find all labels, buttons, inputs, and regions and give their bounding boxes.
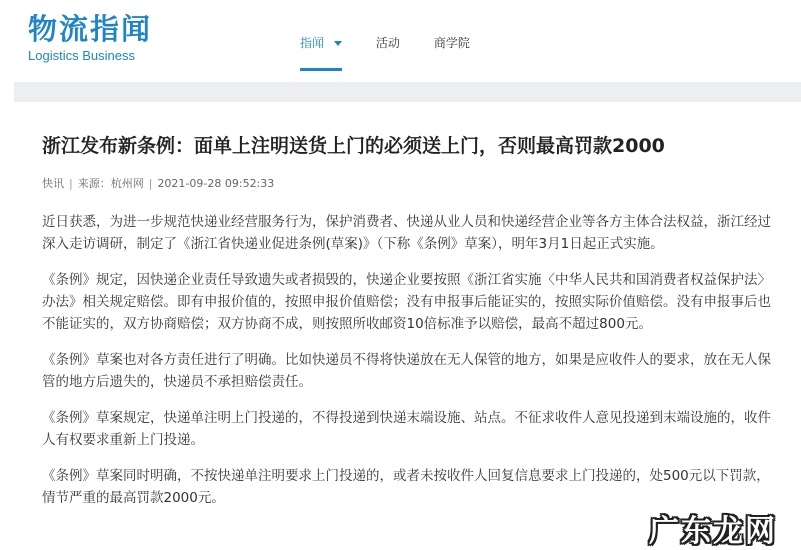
logo-chinese-text: 物流指闻 xyxy=(28,12,153,46)
nav-item-zhiwen[interactable] xyxy=(300,34,342,51)
article-source: 来源：杭州网 xyxy=(77,177,144,190)
main-nav xyxy=(300,34,504,51)
meta-separator: | xyxy=(69,177,73,190)
site-logo[interactable] xyxy=(28,12,152,63)
meta-separator: | xyxy=(148,177,153,190)
article-datetime: 2021-09-28 09:52:33 xyxy=(157,177,275,190)
article-paragraph: 《条例》规定，因快递企业责任导致遗失或者损毁的，快递企业要按照《浙江省实施〈中华人民共和国消费者权益保护法〉办法》相关规定赔偿。即有申报价值的，按照申报价值赔偿；没有申报事后能证实的，按照实际价值赔偿。没有申报事后也不能证实的，双方协商赔偿；双方协商不成，则按照所收邮资10倍标准予以赔偿，最高不超过800元。 xyxy=(42,272,771,332)
nav-item-label: 商学院 xyxy=(433,36,470,50)
site-header xyxy=(0,0,801,80)
header-divider-band xyxy=(14,82,801,102)
article-paragraph: 《条例》草案同时明确，不按快递单注明要求上门投递的，或者未按收件人回复信息要求上门投递的，处500元以下罚款，情节严重的最高罚款2000元。 xyxy=(42,468,770,506)
article-category: 快讯 xyxy=(42,177,64,190)
nav-active-underline xyxy=(300,68,342,71)
nav-item-activity[interactable] xyxy=(376,34,400,51)
chevron-down-icon xyxy=(334,41,342,46)
article-paragraph: 《条例》草案也对各方责任进行了明确。比如快递员不得将快递放在无人保管的地方，如果是应收件人的要求，放在无人保管的地方后遗失的，快递员不承担赔偿责任。 xyxy=(42,352,771,390)
logo-english-text: Logistics Business xyxy=(28,48,135,63)
article-paragraph: 《条例》草案规定，快递单注明上门投递的，不得投递到快递末端设施、站点。不征求收件人意见投递到末端设施的，收件人有权要求重新上门投递。 xyxy=(42,410,771,448)
nav-item-label: 指闻 xyxy=(300,36,325,50)
nav-item-business-school[interactable] xyxy=(434,34,470,51)
watermark: 广东龙网 xyxy=(649,514,777,549)
article-meta xyxy=(42,175,782,191)
article-paragraph: 近日获悉，为进一步规范快递业经营服务行为，保护消费者、快递从业人员和快递经营企业等各方主体合法权益，浙江经过深入走访调研，制定了《浙江省快递业促进条例(草案)》（下称《条例》草案），明年3月1日起正式实施。 xyxy=(42,214,771,252)
article xyxy=(42,130,782,523)
article-title: 浙江发布新条例：面单上注明送货上门的必须送上门，否则最高罚款2000 xyxy=(42,135,665,157)
nav-item-label: 活动 xyxy=(375,36,400,50)
